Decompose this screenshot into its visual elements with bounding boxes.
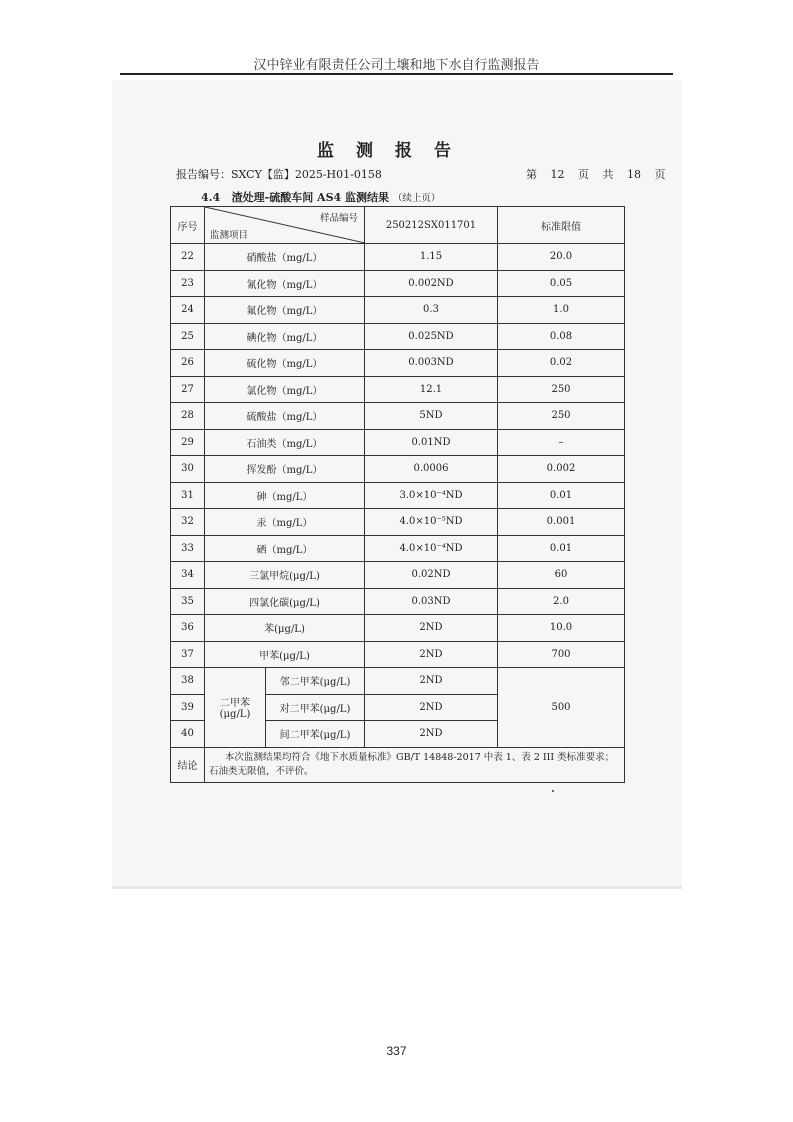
row-seq: 35	[171, 588, 205, 615]
row-item: 间二甲苯(μg/L)	[266, 721, 365, 748]
xylene-limit: 500	[498, 668, 625, 748]
row-item: 硒（mg/L）	[205, 535, 365, 562]
header-rule	[120, 73, 673, 75]
row-item: 汞（mg/L）	[205, 509, 365, 536]
row-seq: 22	[171, 244, 205, 271]
row-value: 0.0006	[365, 456, 498, 483]
conclusion-text	[205, 747, 625, 782]
row-value: 2ND	[365, 641, 498, 668]
row-item: 碘化物（mg/L）	[205, 323, 365, 350]
xylene-group-cell	[205, 668, 266, 748]
report-title: 监测报告	[317, 141, 473, 161]
row-value: 0.02ND	[365, 562, 498, 589]
row-value: 3.0×10⁻⁴ND	[365, 482, 498, 509]
table-row	[171, 535, 625, 562]
table-row	[171, 376, 625, 403]
page-header: 汉中锌业有限责任公司土壤和地下水自行监测报告	[253, 58, 540, 73]
conclusion-line-1: 本次监测结果均符合《地下水质量标准》GB/T 14848-2017 中表 1、表 2 III 类标准要求；	[225, 751, 615, 763]
row-limit: 700	[498, 641, 625, 668]
row-limit: 0.001	[498, 509, 625, 536]
table-row	[171, 323, 625, 350]
xylene-group-label: 二甲苯	[220, 698, 250, 710]
row-limit: 0.02	[498, 350, 625, 377]
table-row	[171, 244, 625, 271]
table-row	[171, 668, 625, 695]
row-item: 挥发酚（mg/L）	[205, 456, 365, 483]
row-seq: 24	[171, 297, 205, 324]
row-limit: 20.0	[498, 244, 625, 271]
row-limit: 250	[498, 403, 625, 430]
table-row	[171, 615, 625, 642]
row-value: 2ND	[365, 694, 498, 721]
scan-edge-line	[112, 886, 682, 889]
row-seq: 29	[171, 429, 205, 456]
row-item: 苯(μg/L)	[205, 615, 365, 642]
row-seq: 26	[171, 350, 205, 377]
row-seq: 31	[171, 482, 205, 509]
row-value: 1.15	[365, 244, 498, 271]
row-value: 0.003ND	[365, 350, 498, 377]
row-item: 硝酸盐（mg/L）	[205, 244, 365, 271]
row-seq: 33	[171, 535, 205, 562]
row-item: 三氯甲烷(μg/L)	[205, 562, 365, 589]
table-row	[171, 350, 625, 377]
row-item: 硫化物（mg/L）	[205, 350, 365, 377]
row-value: 0.002ND	[365, 270, 498, 297]
row-value: 4.0×10⁻⁴ND	[365, 535, 498, 562]
row-value: 4.0×10⁻⁵ND	[365, 509, 498, 536]
row-value: 12.1	[365, 376, 498, 403]
table-header-row	[171, 207, 625, 244]
xylene-group-unit: (μg/L)	[219, 709, 251, 721]
row-value: 0.025ND	[365, 323, 498, 350]
row-seq: 37	[171, 641, 205, 668]
table-row	[171, 588, 625, 615]
row-value: 0.3	[365, 297, 498, 324]
row-value: 0.01ND	[365, 429, 498, 456]
row-item: 砷（mg/L）	[205, 482, 365, 509]
table-row	[171, 429, 625, 456]
row-limit: 1.0	[498, 297, 625, 324]
scan-speck	[552, 790, 554, 792]
table-row	[171, 562, 625, 589]
row-seq: 23	[171, 270, 205, 297]
table-row	[171, 270, 625, 297]
results-table	[170, 206, 625, 783]
row-item: 四氯化碳(μg/L)	[205, 588, 365, 615]
row-value: 2ND	[365, 668, 498, 695]
row-item: 氯化物（mg/L）	[205, 376, 365, 403]
report-number: 报告编号：SXCY【监】2025-H01-0158	[176, 168, 382, 181]
section-continued: （续上页）	[392, 193, 441, 204]
row-limit: 0.08	[498, 323, 625, 350]
row-item: 氟化物（mg/L）	[205, 297, 365, 324]
header-diagonal-cell	[205, 207, 365, 244]
header-seq: 序号	[171, 207, 205, 244]
table-row	[171, 509, 625, 536]
row-limit: 250	[498, 376, 625, 403]
row-limit: 0.01	[498, 482, 625, 509]
row-limit: 2.0	[498, 588, 625, 615]
row-value: 5ND	[365, 403, 498, 430]
row-seq: 28	[171, 403, 205, 430]
row-seq: 27	[171, 376, 205, 403]
row-limit: 10.0	[498, 615, 625, 642]
row-item: 邻二甲苯(μg/L)	[266, 668, 365, 695]
row-seq: 38	[171, 668, 205, 695]
row-value: 2ND	[365, 721, 498, 748]
row-item: 石油类（mg/L）	[205, 429, 365, 456]
row-seq: 40	[171, 721, 205, 748]
row-seq: 32	[171, 509, 205, 536]
row-limit: 0.01	[498, 535, 625, 562]
header-sample-id: 250212SX011701	[365, 207, 498, 244]
row-value: 2ND	[365, 615, 498, 642]
table-row	[171, 482, 625, 509]
page-number: 337	[386, 1044, 407, 1058]
row-limit: 0.002	[498, 456, 625, 483]
page-count: 第 12 页 共 18 页	[526, 168, 666, 181]
header-item: 监测项目	[210, 230, 249, 241]
section-name: 渣处理-硫酸车间 AS4 监测结果	[231, 191, 389, 204]
row-seq: 36	[171, 615, 205, 642]
header-limit: 标准限值	[498, 207, 625, 244]
row-item: 甲苯(μg/L)	[205, 641, 365, 668]
row-limit: –	[498, 429, 625, 456]
conclusion-label: 结论	[171, 747, 205, 782]
table-row	[171, 297, 625, 324]
conclusion-line-2: 石油类无限值，不评价。	[209, 765, 314, 777]
table-row	[171, 403, 625, 430]
row-value: 0.03ND	[365, 588, 498, 615]
row-seq: 39	[171, 694, 205, 721]
table-row	[171, 641, 625, 668]
row-limit: 0.05	[498, 270, 625, 297]
row-item: 硫酸盐（mg/L）	[205, 403, 365, 430]
row-item: 氰化物（mg/L）	[205, 270, 365, 297]
header-sample-no: 样品编号	[319, 213, 358, 224]
row-seq: 25	[171, 323, 205, 350]
section-number: 4.4	[201, 191, 221, 204]
conclusion-row	[171, 747, 625, 782]
section-title	[201, 189, 440, 205]
row-item: 对二甲苯(μg/L)	[266, 694, 365, 721]
row-seq: 30	[171, 456, 205, 483]
table-row	[171, 456, 625, 483]
row-limit: 60	[498, 562, 625, 589]
row-seq: 34	[171, 562, 205, 589]
